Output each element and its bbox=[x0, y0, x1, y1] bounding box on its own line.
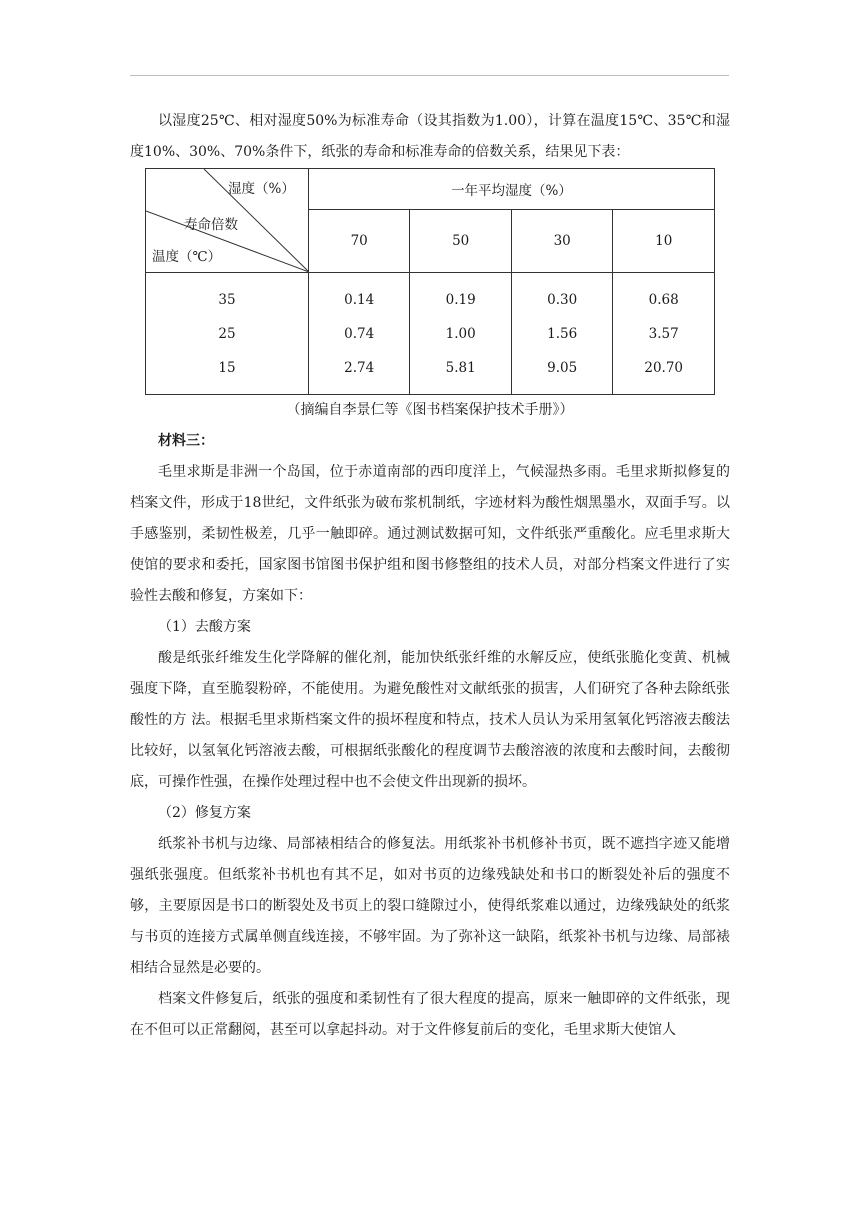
table-value: 1.56 bbox=[547, 325, 578, 342]
table-value: 0.30 bbox=[547, 291, 578, 308]
humidity-col-header: 10 bbox=[613, 209, 715, 272]
humidity-30-column bbox=[511, 273, 612, 395]
section-heading-repair: （2）修复方案 bbox=[158, 805, 251, 821]
paragraph: 酸是纸张纤维发生化学降解的催化剂，能加快纸张纤维的水解反应，使纸张脆化变黄、机械强度下降，直至脆裂粉碎，不能使用。为避免酸性对文献纸张的损害，人们研究了各种去除纸张酸性的方 法。根据毛里求斯档案文件的损坏程度和特点，技术人员认为采用氢氧化钙溶液去酸法比较好，以氢氧化钙溶液去酸，可根据纸张酸化的程度调节去酸溶液的浓度和去酸时间，去酸彻底，可操作性强，在操作处理过程中也不会使文件出现新的损坏。 bbox=[130, 650, 730, 790]
humidity-col-header: 70 bbox=[308, 209, 409, 272]
table-value: 2.74 bbox=[344, 359, 375, 376]
humidity-10-column bbox=[613, 273, 715, 395]
table-value: 0.14 bbox=[344, 291, 375, 308]
header-rule bbox=[130, 75, 729, 76]
temperature-value: 25 bbox=[218, 325, 236, 342]
table-value: 0.74 bbox=[344, 325, 375, 342]
paper-lifespan-table bbox=[145, 168, 715, 395]
paragraph: 纸浆补书机与边缘、局部裱相结合的修复法。用纸浆补书机修补书页，既不遮挡字迹又能增强纸张强度。但纸浆补书机也有其不足，如对书页的边缘残缺处和书口的断裂处补后的强度不够，主要原因是书口的断裂处及书页上的裂口缝隙过小，使得纸浆难以通过，边缘残缺处的纸浆与书页的连接方式属单侧直线连接，不够牢固。为了弥补这一缺陷，纸浆补书机与边缘、局部裱相结合显然是必要的。 bbox=[130, 836, 730, 976]
table-value: 9.05 bbox=[547, 359, 578, 376]
temperature-value: 15 bbox=[218, 359, 236, 376]
group-header-cell: 一年平均湿度（%） bbox=[308, 169, 714, 210]
table-caption: （摘编自李景仁等《图书档案保护技术手册》） bbox=[286, 402, 574, 418]
table-value: 0.19 bbox=[445, 291, 476, 308]
humidity-50-column bbox=[410, 273, 511, 395]
temperature-column bbox=[146, 273, 309, 395]
table-corner-cell bbox=[146, 169, 309, 273]
table-value: 0.68 bbox=[648, 291, 679, 308]
table-value: 3.57 bbox=[648, 325, 679, 342]
corner-humidity-label: 湿度（%） bbox=[228, 181, 295, 197]
paragraph: 档案文件修复后，纸张的强度和柔韧性有了很大程度的提高，原来一触即碎的文件纸张，现在不但可以正常翻阅，甚至可以拿起抖动。对于文件修复前后的变化，毛里求斯大使馆人 bbox=[130, 991, 730, 1038]
corner-multiple-label: 寿命倍数 bbox=[184, 217, 238, 233]
document-body bbox=[130, 106, 730, 1046]
humidity-col-header: 50 bbox=[410, 209, 511, 272]
table-value: 20.70 bbox=[644, 359, 684, 376]
temperature-value: 35 bbox=[218, 291, 236, 308]
material-heading: 材料三： bbox=[158, 433, 214, 449]
humidity-col-header: 30 bbox=[511, 209, 612, 272]
humidity-70-column bbox=[308, 273, 409, 395]
table-value: 5.81 bbox=[445, 359, 476, 376]
corner-temperature-label: 温度（℃） bbox=[152, 249, 222, 265]
intro-paragraph: 以湿度25℃、相对湿度50%为标准寿命（设其指数为1.00），计算在温度15℃、35℃和湿度10%、30%、70%条件下，纸张的寿命和标准寿命的倍数关系，结果见下表： bbox=[130, 113, 730, 160]
paragraph: 毛里求斯是非洲一个岛国，位于赤道南部的西印度洋上，气候湿热多雨。毛里求斯拟修复的档案文件，形成于18世纪，文件纸张为破布浆机制纸，字迹材料为酸性烟黑墨水，双面手写。以手感鉴别，柔韧性极差，几乎一触即碎。通过测试数据可知，文件纸张严重酸化。应毛里求斯大使馆的要求和委托，国家图书馆图书保护组和图书修整组的技术人员，对部分档案文件进行了实验性去酸和修复，方案如下： bbox=[130, 464, 730, 604]
table-value: 1.00 bbox=[445, 325, 476, 342]
section-heading-deacid: （1）去酸方案 bbox=[158, 619, 251, 635]
